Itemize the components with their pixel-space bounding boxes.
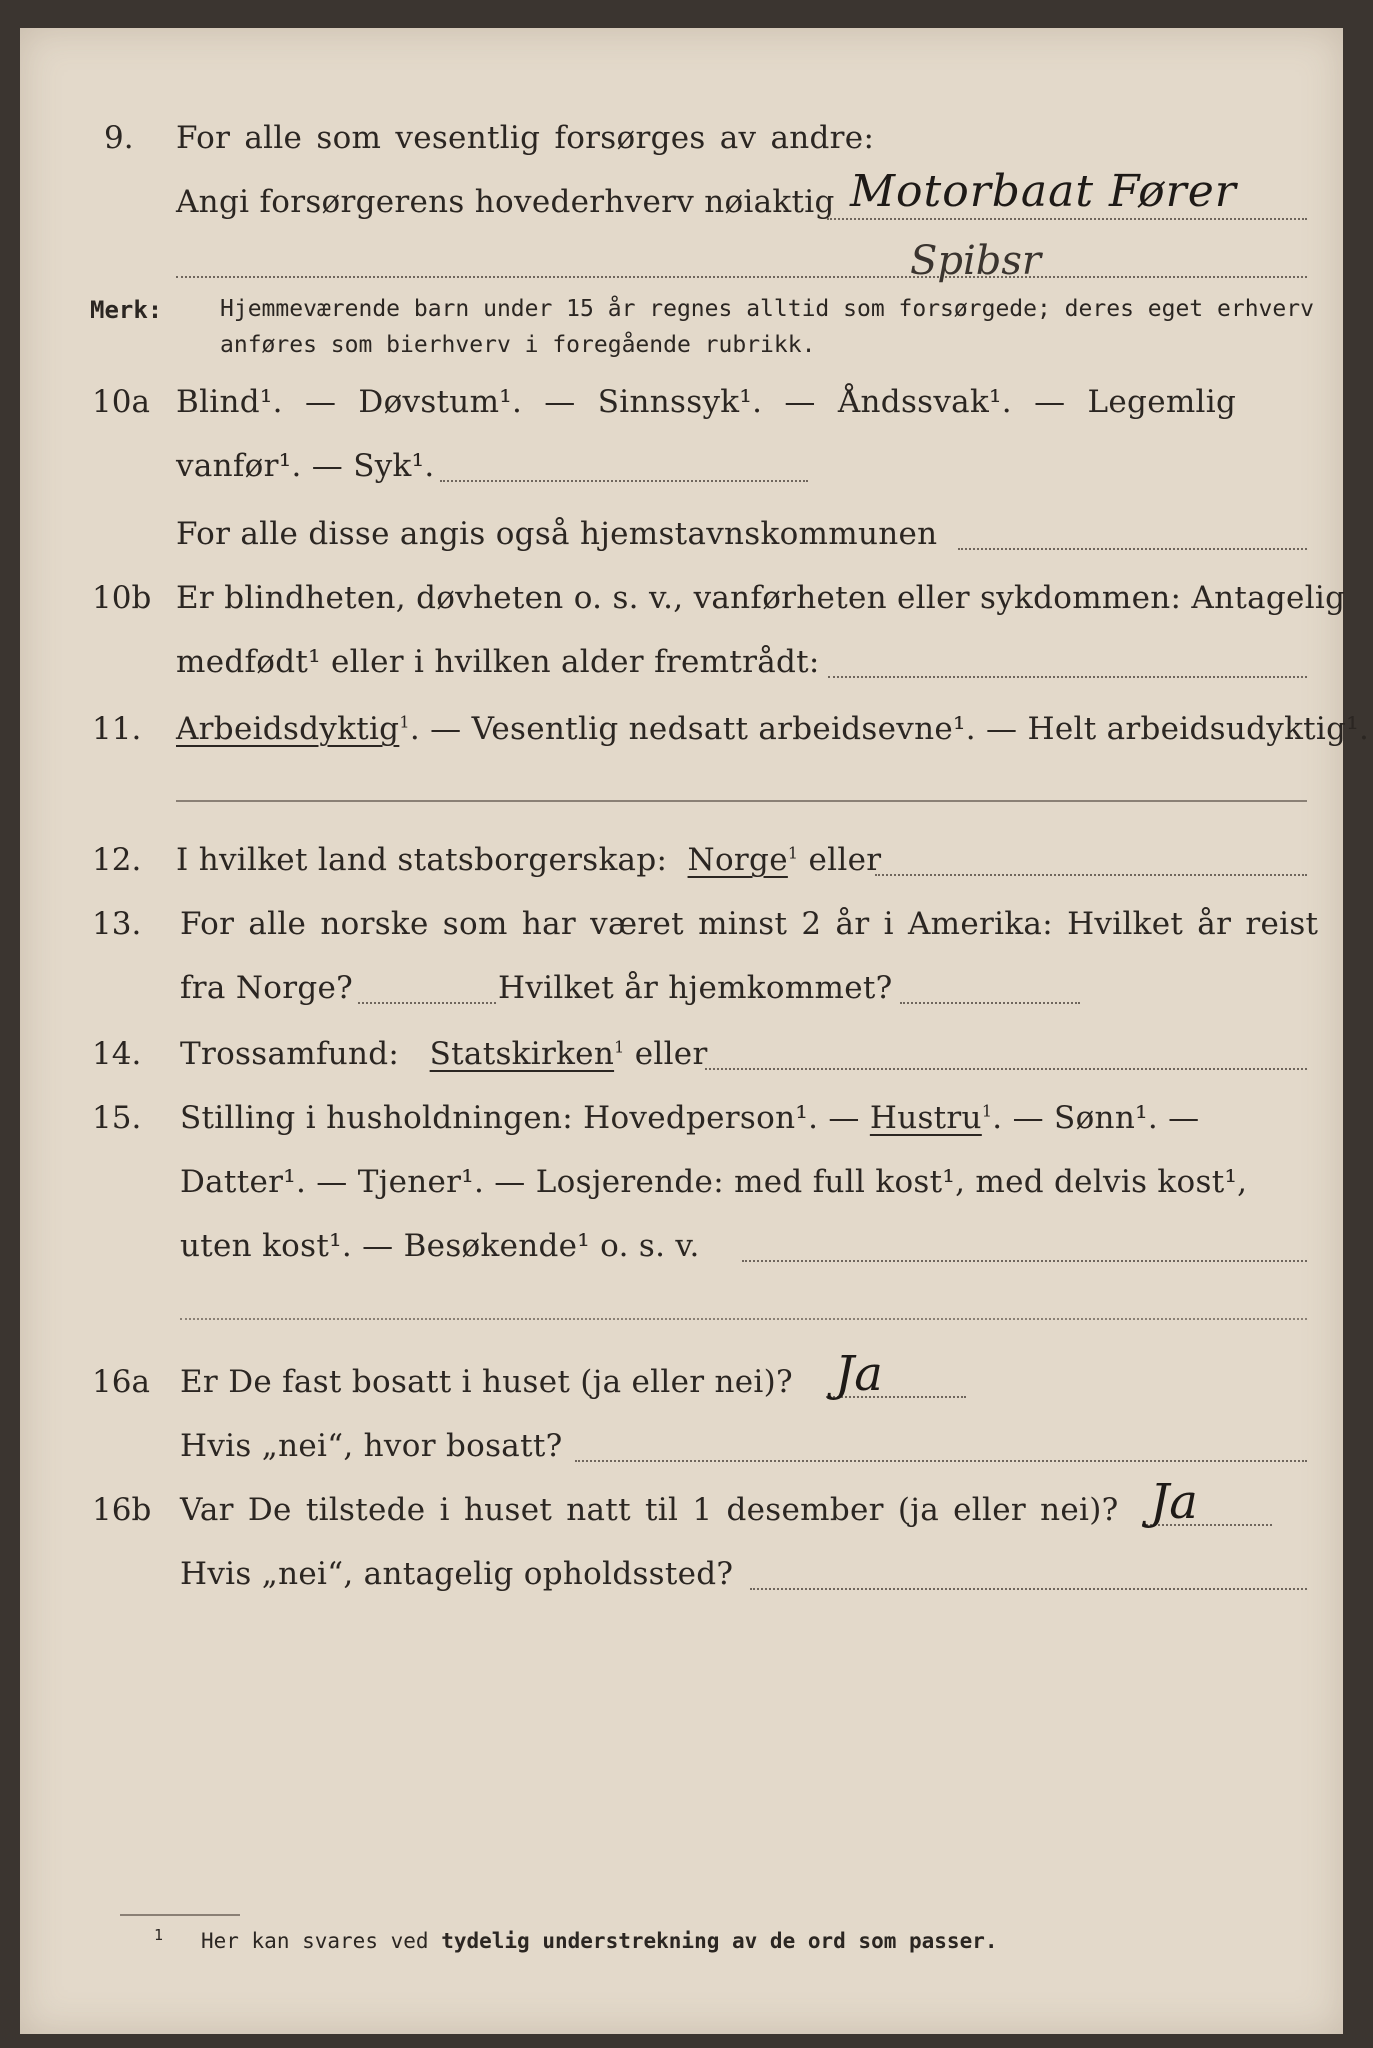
q15-line3: uten kost¹. — Besøkende¹ o. s. v. [180, 1228, 700, 1264]
q9-number: 9. [104, 120, 134, 156]
q9-line1: For alle som vesentlig forsørges av andre: [176, 120, 875, 156]
census-form-page [20, 28, 1370, 2034]
q16a-bosatt-line [575, 1460, 1307, 1462]
q12-prompt: I hvilket land statsborgerskap: [176, 842, 668, 878]
q16a-line1: Er De fast bosatt i huset (ja eller nei)? [180, 1364, 793, 1400]
q16b-number: 16b [92, 1492, 152, 1528]
q12-eller: eller [808, 842, 882, 878]
q15-line2: Datter¹. — Tjener¹. — Losjerende: med full kost¹, med delvis kost¹, [180, 1164, 1248, 1200]
footnote-text: Her kan svares ved [200, 1929, 429, 1953]
q15-answer-line-2 [180, 1318, 1307, 1320]
q16a-number: 16a [92, 1364, 150, 1400]
q16a-line2: Hvis „nei“, hvor bosatt? [180, 1428, 563, 1464]
q15-line1-start: Stilling i husholdningen: Hovedperson¹. — [180, 1100, 860, 1136]
q15-line1-end: . — Sønn¹. — [992, 1100, 1200, 1136]
q14-statskirken-underlined: Statskirken [429, 1036, 615, 1072]
q10b-line2: medfødt¹ eller i hvilken alder fremtrådt: [176, 644, 820, 680]
q12-number: 12. [92, 842, 142, 878]
q10b-line1: Er blindheten, døvheten o. s. v., vanførheten eller sykdommen: Antagelig [176, 580, 1346, 616]
q13-line2a: fra Norge? [180, 970, 354, 1006]
q10a-hjemstavn-line [958, 548, 1307, 550]
merk-label: Merk: [90, 296, 163, 324]
q10a-answer-line [440, 480, 808, 482]
q10a-line2: vanfør¹. — Syk¹. [176, 448, 435, 484]
q14-eller: eller [634, 1036, 708, 1072]
q11-line: Arbeidsdyktig$^1$. — Vesentlig nedsatt arbeidsevne¹. — Helt arbeidsudyktig¹. [176, 711, 1370, 747]
q12-answer-line [875, 874, 1307, 876]
q9-handwritten-answer: Motorbaat Fører [850, 166, 1237, 217]
q10a-line1: Blind¹. — Døvstum¹. — Sinnssyk¹. — Åndssvak¹. — Legemlig [176, 384, 1237, 420]
q11-number: 11. [92, 711, 142, 747]
q16b-line1: Var De tilstede i huset natt til 1 desember (ja eller nei)? [180, 1492, 1119, 1528]
q12-line: I hvilket land statsborgerskap: Norge$^1$ eller [176, 842, 882, 878]
merk-line1: Hjemmeværende barn under 15 år regnes alltid som forsørgede; deres eget erhverv [220, 296, 1314, 322]
q16a-handwritten-answer: Ja [835, 1346, 883, 1402]
q11-rest: . — Vesentlig nedsatt arbeidsevne¹. — Helt arbeidsudyktig¹. [409, 711, 1370, 747]
q13-number: 13. [92, 906, 142, 942]
footnote [154, 1926, 998, 1953]
q9-handwritten-note: Spibsr [910, 238, 1042, 284]
merk-line2: anføres som bierhverv i foregående rubrikk. [220, 332, 816, 358]
q12-norge-underlined: Norge [687, 842, 788, 878]
q11-arbeidsdyktig-underlined: Arbeidsdyktig [176, 711, 400, 747]
q14-line: Trossamfund: Statskirken$^1$ eller [180, 1036, 708, 1072]
q10b-answer-line [828, 676, 1307, 678]
q13-reist-line [358, 1002, 496, 1004]
q9-answer-line-2 [176, 276, 1307, 278]
q15-number: 15. [92, 1100, 142, 1136]
q13-line2b: Hvilket år hjemkommet? [498, 970, 893, 1006]
q15-answer-line [742, 1260, 1307, 1262]
q14-answer-line [705, 1068, 1307, 1070]
q10b-number: 10b [92, 580, 152, 616]
q10a-number: 10a [92, 384, 150, 420]
q14-number: 14. [92, 1036, 142, 1072]
q13-hjemkommet-line [900, 1002, 1080, 1004]
footnote-rule [120, 1914, 240, 1916]
q14-prompt: Trossamfund: [180, 1036, 400, 1072]
q16b-line2: Hvis „nei“, antagelig opholdssted? [180, 1556, 734, 1592]
q15-line1: Stilling i husholdningen: Hovedperson¹. — Hustru$^1$. — Sønn¹. — [180, 1100, 1200, 1136]
q16b-handwritten-answer: Ja [1150, 1474, 1198, 1530]
q10a-line3: For alle disse angis også hjemstavnskommunen [176, 516, 938, 552]
q16b-opholdssted-line [750, 1588, 1307, 1590]
q9-answer-line [827, 218, 1307, 220]
footnote-mark: 1 [154, 1926, 164, 1944]
footnote-bold-text: tydelig understrekning av de ord som passer. [441, 1929, 998, 1953]
q9-line2: Angi forsørgerens hovederhverv nøiaktig [176, 184, 835, 220]
q13-line1: For alle norske som har været minst 2 år i Amerika: Hvilket år reist [180, 906, 1319, 942]
q15-hustru-underlined: Hustru [869, 1100, 982, 1136]
q11-answer-line [176, 800, 1307, 802]
